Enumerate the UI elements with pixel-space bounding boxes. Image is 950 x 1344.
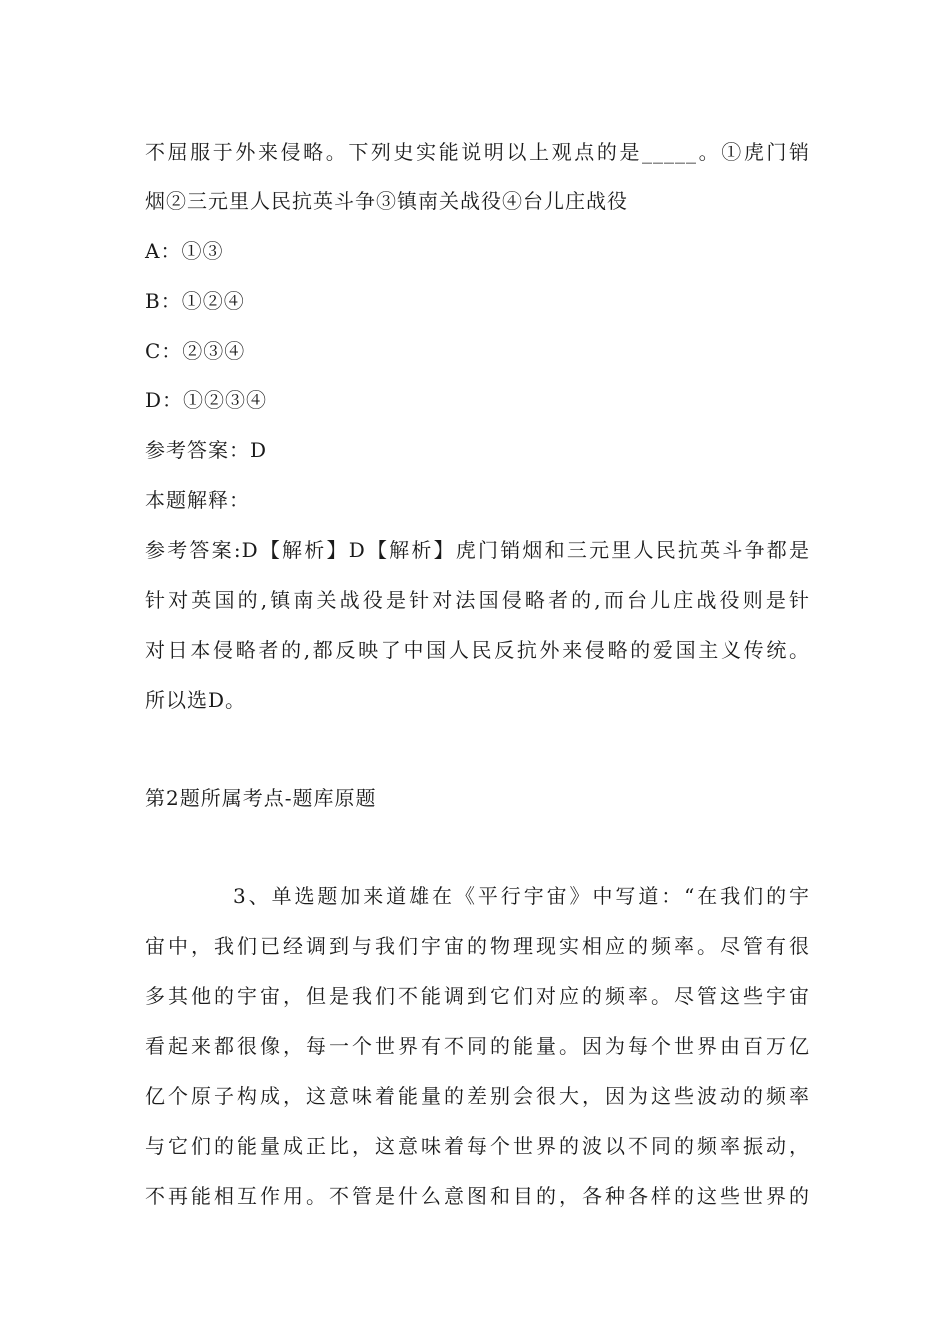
next-question-line-6: 与它们的能量成正比，这意味着每个世界的波以不同的频率振动，: [145, 1134, 810, 1158]
option-d: D：①②③④: [145, 388, 268, 412]
explanation-line-3: 对日本侵略者的,都反映了中国人民反抗外来侵略的爱国主义传统。: [145, 638, 810, 662]
question-stem-line-2: 烟②三元里人民抗英斗争③镇南关战役④台儿庄战役: [145, 189, 628, 213]
explanation-title: 本题解释：: [145, 488, 250, 512]
option-a: A：①③: [145, 239, 224, 263]
next-question-line-3: 多其他的宇宙，但是我们不能调到它们对应的频率。尽管这些宇宙: [145, 984, 810, 1008]
next-question-line-5: 亿个原子构成，这意味着能量的差别会很大，因为这些波动的频率: [145, 1084, 810, 1108]
option-b: B：①②④: [145, 289, 245, 313]
next-question-line-4: 看起来都很像，每一个世界有不同的能量。因为每个世界由百万亿: [145, 1034, 810, 1058]
section-label: 第2题所属考点-题库原题: [145, 786, 377, 810]
explanation-line-2: 针对英国的,镇南关战役是针对法国侵略者的,而台儿庄战役则是针: [145, 588, 810, 612]
question-stem-line-1: 不屈服于外来侵略。下列史实能说明以上观点的是_____。①虎门销: [145, 140, 810, 164]
next-question-line-7: 不再能相互作用。不管是什么意图和目的，各种各样的这些世界的: [145, 1184, 810, 1208]
next-question-line-2: 宙中，我们已经调到与我们宇宙的物理现实相应的频率。尽管有很: [145, 934, 810, 958]
option-c: C：②③④: [145, 339, 246, 363]
explanation-line-1: 参考答案:D【解析】D【解析】虎门销烟和三元里人民抗英斗争都是: [145, 538, 810, 562]
explanation-line-4: 所以选D。: [145, 688, 247, 712]
next-question-line-1: 3、单选题加来道雄在《平行宇宙》中写道：“在我们的宇: [233, 884, 810, 908]
answer-line: 参考答案：D: [145, 438, 268, 462]
